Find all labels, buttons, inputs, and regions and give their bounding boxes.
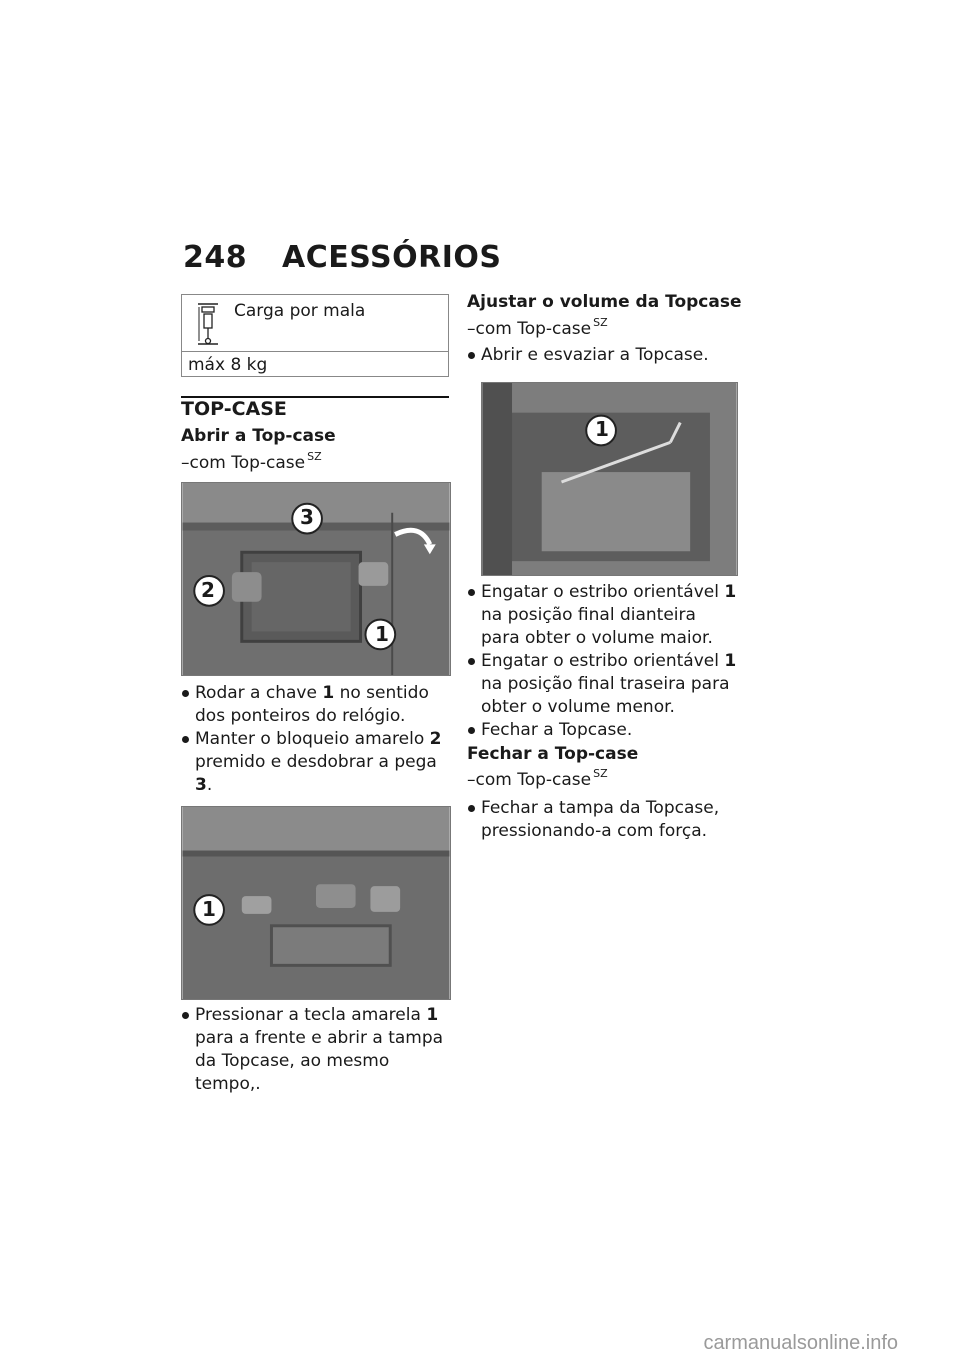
spec-value-row	[182, 352, 448, 378]
open-steps-1	[181, 682, 451, 797]
open-steps-2	[181, 1004, 451, 1096]
chapter-title: ACESSÓRIOS	[282, 240, 502, 275]
spec-value: máx 8 kg	[188, 355, 268, 375]
topcase-lock-illustration	[182, 807, 450, 999]
photo-topcase-interior	[481, 382, 738, 576]
callout-2: 2	[201, 578, 215, 602]
watermark: carmanualsonline.info	[703, 1332, 898, 1354]
adjust-title: Ajustar o volume da Topcase	[467, 292, 742, 312]
list-item: Pressionar a tecla amarela 1 para a frente e abrir a tampa da Topcase, ao mesmo tempo,.	[181, 1004, 451, 1096]
photo-open-topcase	[181, 482, 451, 676]
topcase-handle-illustration	[182, 483, 450, 675]
list-item: Fechar a tampa da Topcase, pressionando-a com força.	[467, 797, 739, 843]
callout-1: 1	[595, 417, 609, 441]
photo-yellow-key	[181, 806, 451, 1000]
callout-1: 1	[375, 622, 389, 646]
close-steps	[467, 797, 739, 843]
list-item: Rodar a chave 1 no sentido dos ponteiros do relógio.	[181, 682, 451, 728]
close-title: Fechar a Top-case	[467, 744, 639, 764]
section-title: TOP-CASE	[181, 398, 287, 420]
list-item: Engatar o estribo orientável 1 na posição final dianteira para obter o volume maior.	[467, 581, 739, 650]
spec-label: Carga por mala	[234, 301, 366, 321]
topcase-interior-illustration	[482, 383, 737, 575]
list-item: Engatar o estribo orientável 1 na posição final traseira para obter o volume menor.	[467, 650, 739, 719]
adjust-steps	[467, 581, 739, 742]
open-condition: –com Top-case $^{SZ}$	[181, 450, 322, 473]
spec-table	[181, 294, 449, 377]
weight-load-icon	[196, 303, 220, 345]
callout-1: 1	[202, 897, 216, 921]
spec-header-row	[182, 295, 448, 352]
open-title: Abrir a Top-case	[181, 426, 336, 446]
adjust-step-0	[467, 344, 739, 367]
callout-3: 3	[300, 505, 314, 529]
adjust-condition: –com Top-case $^{SZ}$	[467, 316, 608, 339]
page-number: 248	[183, 240, 248, 275]
close-condition: –com Top-case $^{SZ}$	[467, 767, 608, 790]
list-item: Manter o bloqueio amarelo 2 premido e desdobrar a pega 3.	[181, 728, 451, 797]
list-item: Fechar a Topcase.	[467, 719, 739, 742]
list-item: Abrir e esvaziar a Topcase.	[467, 344, 739, 367]
